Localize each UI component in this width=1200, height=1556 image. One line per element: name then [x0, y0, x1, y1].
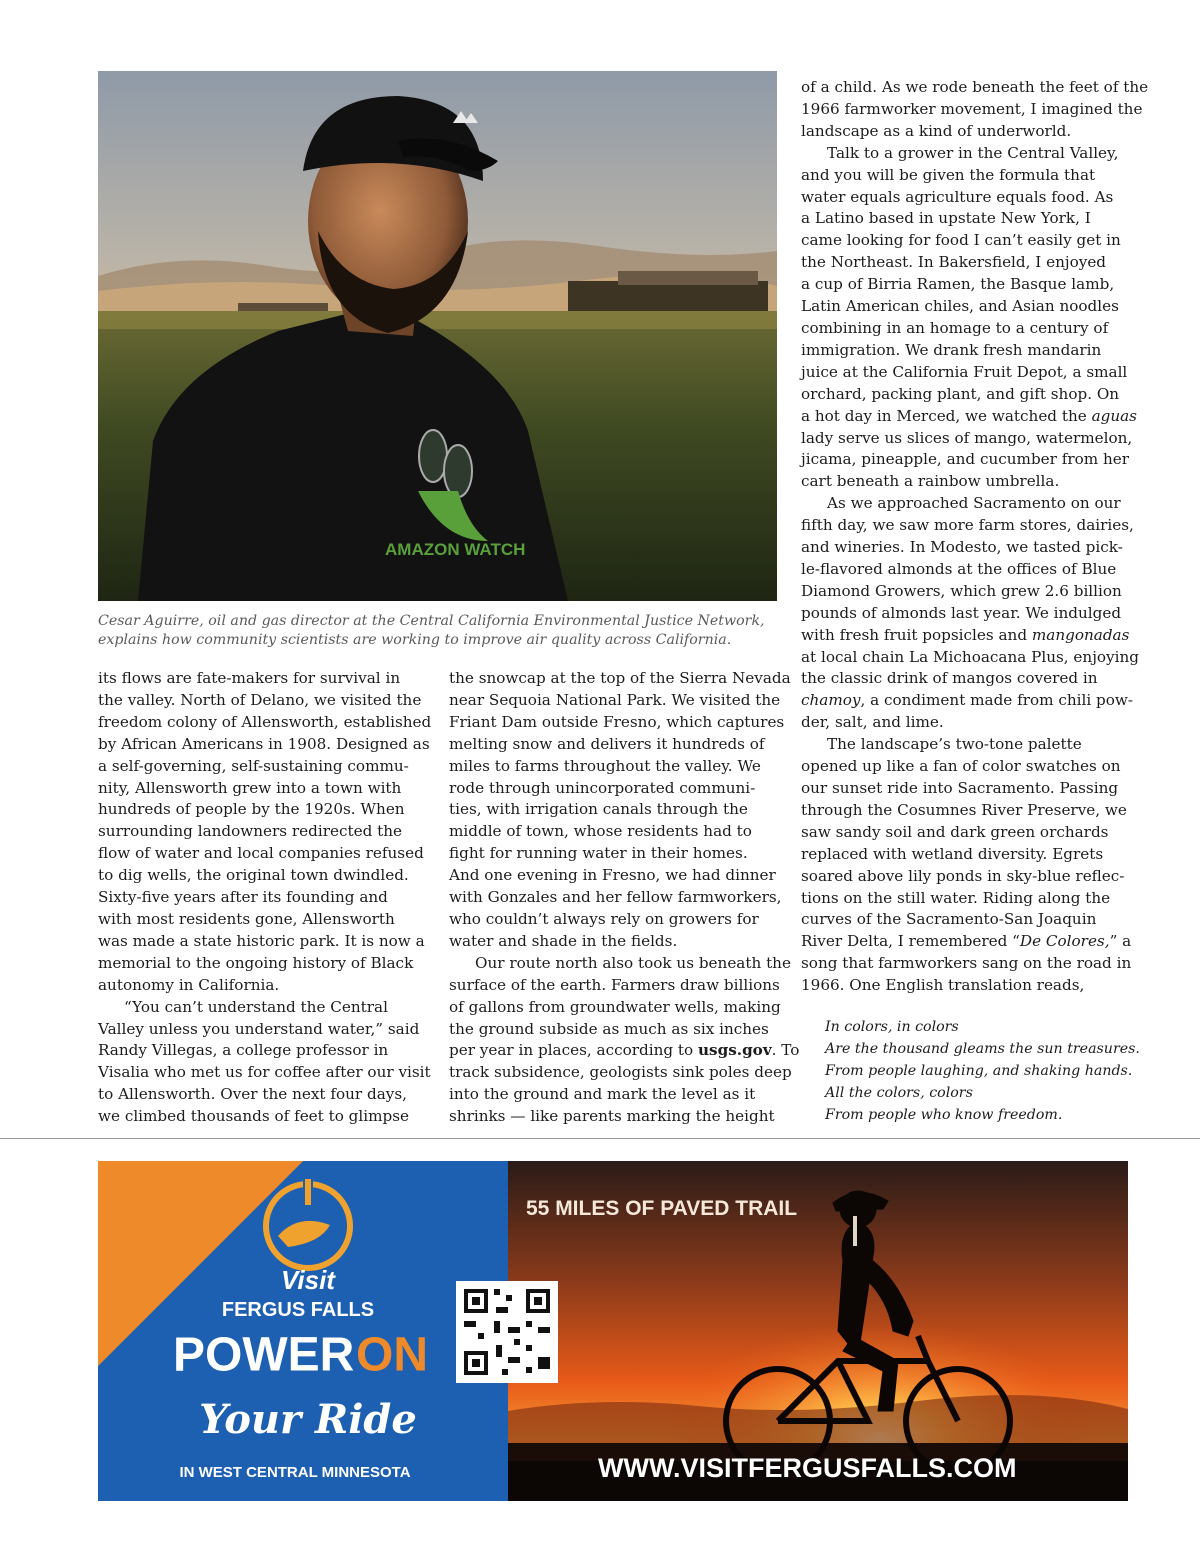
- text-line: by African Americans in 1908. Designed as: [98, 734, 430, 753]
- text-line: combining in an homage to a century of: [801, 318, 1109, 337]
- text-line: rode through unincorporated communi-: [449, 778, 756, 797]
- text-span: with fresh fruit popsicles and: [801, 625, 1028, 644]
- text-line: melting snow and delivers it hundreds of: [449, 734, 765, 753]
- text-line: Visalia who met us for coffee after our visit: [98, 1063, 431, 1082]
- text-line: soared above lily ponds in sky-blue reflec-: [801, 866, 1125, 885]
- text-line: Randy Villegas, a college professor in: [98, 1041, 389, 1060]
- text-span: ” a: [1109, 932, 1132, 951]
- ad-on: ON: [356, 1328, 428, 1382]
- ad-fergus-falls: FERGUS FALLS: [221, 1299, 375, 1321]
- italic-word: chamoy: [801, 691, 861, 710]
- article-column-right: [801, 77, 1149, 997]
- text-line: surface of the earth. Farmers draw billions: [449, 975, 780, 994]
- text-line: fight for running water in their homes.: [449, 844, 748, 863]
- text-line: the valley. North of Delano, we visited the: [98, 690, 422, 709]
- text-line: near Sequoia National Park. We visited the: [449, 690, 781, 709]
- text-line: the Northeast. In Bakersfield, I enjoyed: [801, 253, 1107, 272]
- text-line: flow of water and local companies refused: [98, 844, 424, 863]
- poem-line: Are the thousand gleams the sun treasures.: [825, 1040, 1140, 1057]
- text-line: our sunset ride into Sacramento. Passing: [801, 779, 1119, 797]
- text-line: fifth day, we saw more farm stores, dairies,: [801, 516, 1134, 535]
- text-line: immigration. We drank fresh mandarin: [801, 340, 1102, 359]
- text-line: Talk to a grower in the Central Valley,: [827, 143, 1119, 162]
- text-line: autonomy in California.: [98, 975, 280, 994]
- article-column-middle: [449, 668, 800, 1128]
- text-line: of gallons from groundwater wells, making: [449, 997, 781, 1016]
- text-line: [449, 1040, 800, 1062]
- article-column-left: [98, 668, 438, 1128]
- text-line: to Allensworth. Over the next four days,: [98, 1085, 407, 1104]
- text-line: saw sandy soil and dark green orchards: [801, 822, 1109, 841]
- shirt-logo-text: AMAZON WATCH: [385, 540, 526, 559]
- text-line: “You can’t understand the Central: [124, 997, 388, 1016]
- italic-word: aguas: [1091, 406, 1137, 425]
- text-line: pounds of almonds last year. We indulged: [801, 603, 1122, 622]
- text-line: hundreds of people by the 1920s. When: [98, 800, 405, 819]
- text-line: with most residents gone, Allensworth: [98, 909, 395, 928]
- text-line: nity, Allensworth grew into a town with: [98, 778, 402, 797]
- text-line: opened up like a fan of color swatches on: [801, 757, 1121, 776]
- text-line: lady serve us slices of mango, watermelon,: [801, 428, 1133, 447]
- text-line: and wineries. In Modesto, we tasted pick-: [801, 538, 1123, 557]
- text-line: we climbed thousands of feet to glimpse: [98, 1107, 410, 1126]
- text-line: water and shade in the fields.: [449, 931, 678, 950]
- text-line: and you will be given the formula that: [801, 165, 1096, 184]
- text-line: replaced with wetland diversity. Egrets: [801, 844, 1104, 863]
- text-line: orchard, packing plant, and gift shop. On: [801, 384, 1120, 403]
- qr-code[interactable]: [456, 1281, 558, 1383]
- text-line: came looking for food I can’t easily get in: [801, 231, 1121, 250]
- text-line: curves of the Sacramento-San Joaquin: [801, 910, 1097, 929]
- text-line: As we approached Sacramento on our: [827, 494, 1121, 513]
- text-line: a Latino based in upstate New York, I: [801, 209, 1091, 228]
- text-line: der, salt, and lime.: [801, 713, 944, 732]
- text-line: Latin American chiles, and Asian noodles: [801, 297, 1119, 316]
- text-line: with Gonzales and her fellow farmworkers,: [449, 888, 782, 907]
- text-line: Our route north also took us beneath the: [475, 953, 791, 972]
- text-line: the ground subside as much as six inches: [449, 1019, 769, 1038]
- text-line: of a child. As we rode beneath the feet of the: [801, 78, 1149, 96]
- ad-artwork: [98, 1161, 1128, 1501]
- text-line: to dig wells, the original town dwindled.: [98, 866, 409, 885]
- text-line: Friant Dam outside Fresno, which captures: [449, 712, 785, 731]
- poem-line: From people who know freedom.: [825, 1106, 1063, 1123]
- poem-block: [825, 1017, 1140, 1127]
- usgs-link[interactable]: usgs.gov: [698, 1041, 772, 1060]
- text-line: tions on the still water. Riding along the: [801, 888, 1111, 907]
- text-line: a self-governing, self-sustaining commu-: [98, 756, 409, 775]
- text-line: freedom colony of Allensworth, established: [98, 712, 432, 731]
- text-line: Diamond Growers, which grew 2.6 billion: [801, 581, 1122, 600]
- text-line: [801, 690, 1136, 712]
- text-line: the snowcap at the top of the Sierra Nevada: [449, 669, 791, 687]
- text-span: per year in places, according to: [449, 1041, 694, 1060]
- text-line: memorial to the ongoing history of Black: [98, 953, 414, 972]
- poem-line: All the colors, colors: [825, 1084, 973, 1101]
- ad-trail-headline: 55 MILES OF PAVED TRAIL: [526, 1197, 798, 1220]
- text-line: track subsidence, geologists sink poles deep: [449, 1063, 792, 1082]
- text-line: miles to farms throughout the valley. We: [449, 756, 761, 775]
- text-line: middle of town, whose residents had to: [449, 822, 752, 841]
- text-line: [801, 406, 1136, 428]
- text-line: Sixty-five years after its founding and: [98, 888, 388, 907]
- photo-caption: [98, 612, 777, 650]
- text-line: was made a state historic park. It is now a: [98, 931, 425, 950]
- text-line: song that farmworkers sang on the road in: [801, 954, 1132, 973]
- text-line: juice at the California Fruit Depot, a small: [801, 362, 1128, 381]
- poem-line: From people laughing, and shaking hands.: [825, 1062, 1133, 1079]
- text-line: jicama, pineapple, and cucumber from her: [801, 450, 1130, 469]
- text-line: ties, with irrigation canals through the: [449, 800, 748, 819]
- text-line: Valley unless you understand water,” said: [98, 1019, 420, 1038]
- text-line: its flows are fate-makers for survival in: [98, 669, 401, 687]
- portrait-photo: [98, 71, 777, 601]
- text-line: landscape as a kind of underworld.: [801, 121, 1072, 140]
- ad-visit: Visit: [281, 1265, 335, 1295]
- text-span: River Delta, I remembered “: [801, 932, 1020, 951]
- text-line: 1966. One English translation reads,: [801, 976, 1085, 995]
- text-line: And one evening in Fresno, we had dinner: [449, 866, 776, 885]
- advertisement-banner[interactable]: [98, 1161, 1128, 1501]
- text-line: the classic drink of mangos covered in: [801, 669, 1098, 688]
- caption-line: Cesar Aguirre, oil and gas director at the Central California Environmental Justice Network,: [98, 613, 765, 629]
- text-line: shrinks — like parents marking the height: [449, 1107, 775, 1126]
- text-line: The landscape’s two-tone palette: [827, 735, 1082, 754]
- italic-word: mangonadas: [1031, 625, 1130, 644]
- ad-your-ride: Your Ride: [199, 1396, 417, 1443]
- text-line: 1966 farmworker movement, I imagined the: [801, 99, 1143, 118]
- text-line: cart beneath a rainbow umbrella.: [801, 472, 1060, 491]
- text-line: surrounding landowners redirected the: [98, 822, 403, 841]
- text-line: [801, 625, 1136, 647]
- ad-region: IN WEST CENTRAL MINNESOTA: [179, 1464, 411, 1481]
- ad-power: POWER: [173, 1328, 355, 1382]
- text-line: at local chain La Michoacana Plus, enjoying: [801, 647, 1139, 666]
- text-line: water equals agriculture equals food. As: [801, 187, 1114, 206]
- text-line: [801, 931, 1136, 953]
- portrait-illustration: [98, 71, 777, 601]
- text-line: who couldn’t always rely on growers for: [449, 909, 759, 928]
- text-line: through the Cosumnes River Preserve, we: [801, 800, 1127, 819]
- text-span: . To: [771, 1041, 800, 1060]
- song-title: De Colores,: [1019, 932, 1110, 951]
- caption-line: explains how community scientists are working to improve air quality across California.: [98, 632, 732, 648]
- poem-line: In colors, in colors: [825, 1019, 959, 1035]
- section-divider: [0, 1138, 1200, 1139]
- text-line: into the ground and mark the level as it: [449, 1085, 756, 1104]
- text-span: a hot day in Merced, we watched the: [801, 406, 1087, 425]
- text-line: a cup of Birria Ramen, the Basque lamb,: [801, 275, 1115, 294]
- ad-url[interactable]: WWW.VISITFERGUSFALLS.COM: [598, 1453, 1017, 1483]
- text-span: , a condiment made from chili pow-: [860, 691, 1134, 710]
- text-line: le-flavored almonds at the offices of Blue: [801, 559, 1117, 578]
